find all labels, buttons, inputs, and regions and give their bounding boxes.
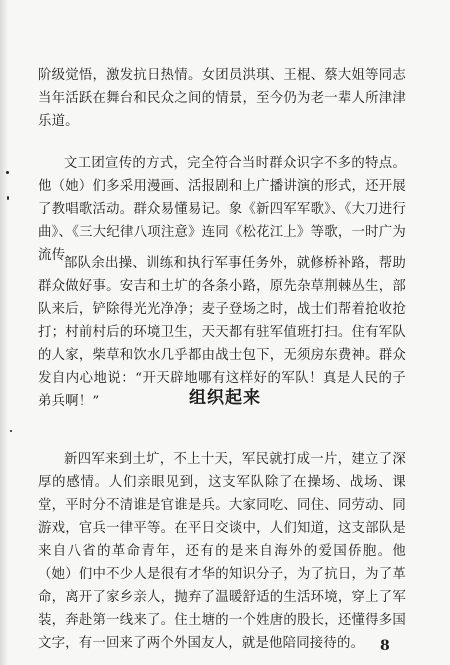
paragraph-propaganda-methods: 文工团宣传的方式，完全符合当时群众识字不多的特点。他（她）们多采用漫画、活报剧和上广播讲演的形式，还开展了教唱歌活动。群众易懂易记。象《新四军军歌》、《大刀进行曲》、《三大纪律八项注意》连同《松花江上》等歌，一时广为流传。: [38, 156, 406, 263]
paragraph-continued: 阶级觉悟，激发抗日热情。女团员洪琪、王棍、蔡大姐等同志当年活跃在舞台和民众之间的情景，至今仍为老一辈人所津津乐道。: [38, 68, 406, 129]
page-number: 8: [380, 638, 390, 654]
scan-shadow-edge: [0, 0, 8, 665]
section-heading: 组织起来: [189, 388, 261, 408]
scan-speck: [10, 430, 12, 432]
paragraph-troops-help-people: 部队余出操、训练和执行军事任务外，就修桥补路，帮助群众做好事。安吉和土圹的各条小路，原先杂草荆棘丛生，部队来后，铲除得光光净净；麦子登场之时，战士们帮着抢收抢打；村前村后的环境卫生，天天都有驻军值班打扫。住有军队的人家，柴草和饮水几乎都由战士包下，无须房东费神。群众发自内心地说：“开天辟地哪有这样好的军队！真是人民的子弟兵啊！”: [38, 256, 406, 409]
scan-speck: [6, 171, 9, 174]
scan-speck: [7, 196, 9, 200]
paragraph-army-and-people: 新四军来到土圹，不上十天，军民就打成一片，建立了深厚的感情。人们亲眼见到，这支军队除了在操场、战场、课堂，平时分不清谁是官谁是兵。大家同吃、同住、同劳动、同游戏，官兵一律平等。在平日交谈中，人们知道，这支部队是来自八省的革命青年，还有的是来自海外的爱国侨胞。他（她）们中不少人是很有才华的知识分子，为了抗日，为了革命，离开了家乡亲人，抛弃了温暖舒适的生活环境，穿上了军装，奔赴第一线来了。住土塘的一个姓唐的股长，还懂得多国文字，有一回来了两个外国友人，就是他陪同接待的。: [38, 452, 406, 651]
